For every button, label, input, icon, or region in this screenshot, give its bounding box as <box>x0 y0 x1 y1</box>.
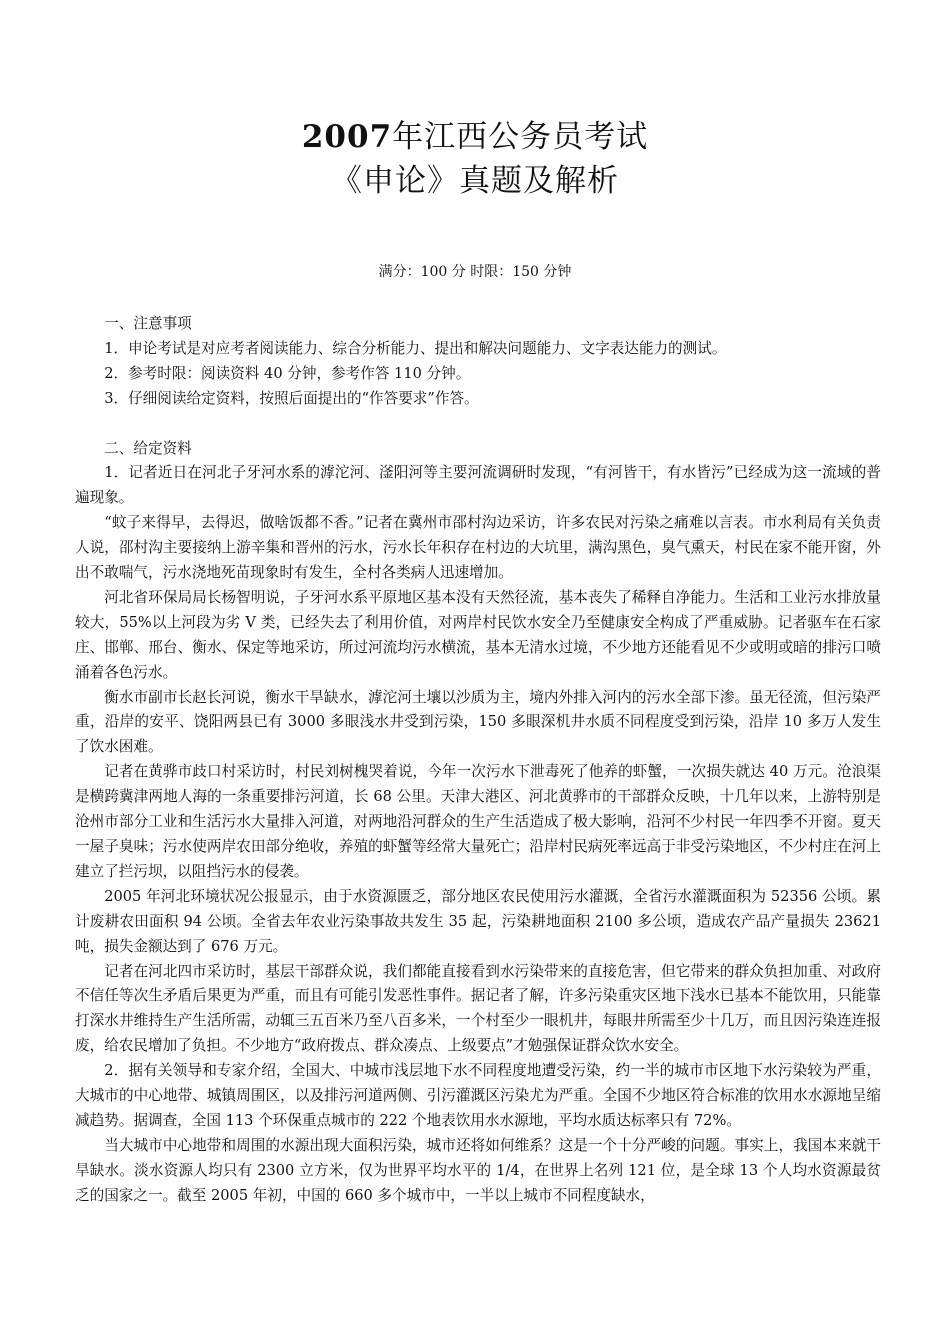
title-year: 2007 <box>301 119 393 155</box>
notice-item: 2．参考时限：阅读资料 40 分钟，参考作答 110 分钟。 <box>104 364 471 382</box>
material-paragraph: 记者在黄骅市歧口村采访时，村民刘树槐哭着说，今年一次污水下泄毒死了他养的虾蟹，一次损失就达 40 万元。沧浪渠是横跨冀津两地人海的一条重要排污河道，长 68 公里。天津大港区、河北黄骅市的干部群众反映，十几年以来，上游特别是沧州市部分工业和生活污水大量排入河道，对两地沿河群众的生产生活造成了极大影响，沿河不少村民一年四季不开窗。夏天一屋子臭味；污水使两岸农田部分绝收，养殖的虾蟹等经常大量死亡；沿岸村民病死率远高于非受污染地区，不少村庄在河上建立了拦污坝，以阻挡污水的侵袭。 <box>75 763 881 880</box>
material-paragraph: “蚊子来得早，去得迟，做啥饭都不香。”记者在冀州市邵村沟边采访，许多农民对污染之痛难以言表。市水利局有关负责人说，邵村沟主要接纳上游辛集和晋州的污水，污水长年积存在村边的大坑里，满沟黑色，臭气熏天，村民在家不能开窗，外出不敢喘气，污水浇地死苗现象时有发生，全村各类病人迅速增加。 <box>75 514 881 582</box>
title-line-1 <box>0 115 950 159</box>
score-time-line: 满分：100 分 时限：150 分钟 <box>378 264 572 280</box>
materials-heading: 二、给定资料 <box>104 439 192 457</box>
notice-item: 3．仔细阅读给定资料，按照后面提出的“作答要求”作答。 <box>104 389 479 407</box>
material-paragraph: 2．据有关领导和专家介绍，全国大、中城市浅层地下水不同程度地遭受污染，约一半的城市市区地下水污染较为严重，大城市的中心地带、城镇周围区，以及排污河道两侧、引污灌溉区污染尤为严重。全国不少地区符合标准的饮用水水源地呈缩减趋势。据调查，全国 113 个环保重点城市的 222 个地表饮用水水源地，平均水质达标率只有 72%。 <box>75 1062 881 1129</box>
document-title <box>0 115 950 203</box>
material-paragraph: 衡水市副市长赵长河说，衡水干旱缺水，滹沱河土壤以沙质为主，境内外排入河内的污水全部下渗。虽无径流，但污染严重，沿岸的安平、饶阳两县已有 3000 多眼浅水井受到污染，150 多眼深机井水质不同程度受到污染，沿岸 10 多万人发生了饮水困难。 <box>75 688 881 756</box>
notice-heading: 一、注意事项 <box>104 315 192 332</box>
notice-item: 1．申论考试是对应考者阅读能力、综合分析能力、提出和解决问题能力、文字表达能力的测试。 <box>104 339 727 357</box>
material-paragraph: 当大城市中心地带和周围的水源出现大面积污染，城市还将如何维系？这是一个十分严峻的问题。事实上，我国本来就干旱缺水。淡水资源人均只有 2300 立方米，仅为世界平均水平的 1/4，在世界上名列 121 位，是全球 13 个人均水资源最贫乏的国家之一。截至 2005 年初，中国的 660 多个城市中，一半以上城市不同程度缺水， <box>75 1136 881 1204</box>
title-line-2: 《申论》真题及解析 <box>331 163 619 199</box>
material-paragraph: 1．记者近日在河北子牙河水系的滹沱河、滏阳河等主要河流调研时发现，“有河皆干，有水皆污”已经成为这一流域的普遍现象。 <box>75 464 881 507</box>
material-paragraph: 2005 年河北环境状况公报显示，由于水资源匮乏，部分地区农民使用污水灌溉，全省污水灌溉面积为 52356 公顷。累计废耕农田面积 94 公顷。全省去年农业污染事故共发生 35 起，污染耕地面积 2100 多公顷，造成农产品产量损失 23621 吨，损失金额达到了 676 万元。 <box>75 887 881 955</box>
document-body <box>75 312 881 1209</box>
title-line-1-text: 年江西公务员考试 <box>392 119 649 155</box>
material-paragraph: 记者在河北四市采访时，基层干部群众说，我们都能直接看到水污染带来的直接危害，但它带来的群众负担加重、对政府不信任等次生矛盾后果更为严重，而且有可能引发恶性事件。据记者了解，许多污染重灾区地下浅水已基本不能饮用，只能靠打深水井维持生产生活所需，动辄三五百米乃至八百多米，一个村至少一眼机井，每眼井所需至少十几万，而且因污染连连报废，给农民增加了负担。不少地方“政府拨点、群众凑点、上级要点”才勉强保证群众饮水安全。 <box>75 962 881 1055</box>
section-gap <box>75 412 881 437</box>
material-paragraph: 河北省环保局局长杨智明说，子牙河水系平原地区基本没有天然径流，基本丧失了稀释自净能力。生活和工业污水排放量较大，55%以上河段为劣 V 类，已经失去了利用价值，对两岸村民饮水安全乃至健康安全构成了严重威胁。记者驱车在石家庄、邯郸、邢台、衡水、保定等地采访，所过河流均污水横流，基本无清水过境，不少地方还能看见不少或明或暗的排污口喷涌着各色污水。 <box>75 588 881 681</box>
